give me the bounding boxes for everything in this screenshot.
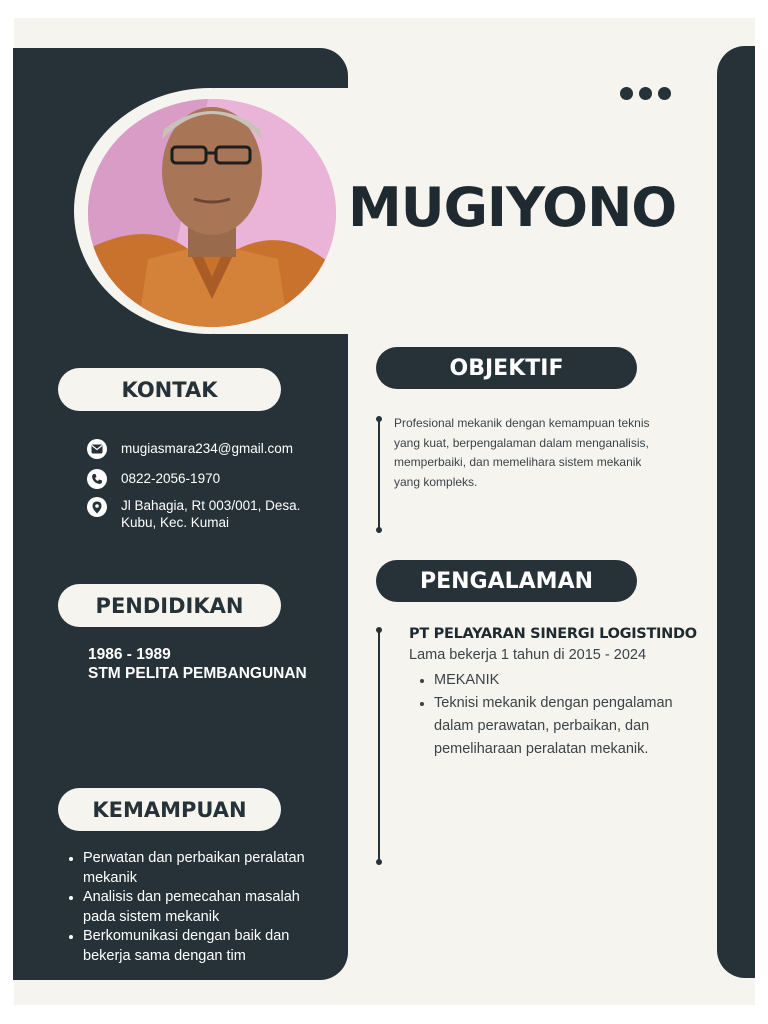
- contact-email: [87, 439, 293, 459]
- address-text: [121, 497, 300, 531]
- education-entry: [88, 645, 307, 683]
- section-title-experience: PENGALAMAN: [376, 560, 637, 602]
- phone-icon: [87, 469, 107, 489]
- objective-timeline-line: [378, 419, 380, 530]
- location-pin-icon: [87, 497, 107, 517]
- education-years: 1986 - 1989: [88, 646, 171, 663]
- experience-item: MEKANIK: [418, 669, 708, 692]
- address-line-2: Kubu, Kec. Kumai: [121, 515, 230, 530]
- skill-item: Berkomunikasi dengan baik dan bekerja sama dengan tim: [66, 927, 336, 966]
- section-title-education: PENDIDIKAN: [58, 584, 281, 627]
- email-text: mugiasmara234@gmail.com: [121, 441, 294, 456]
- section-title-objective: OBJEKTIF: [376, 347, 637, 389]
- skill-item: Analisis dan pemecahan masalah pada sistem mekanik: [66, 888, 336, 927]
- contact-phone: [87, 469, 220, 489]
- address-line-1: Jl Bahagia, Rt 003/001, Desa.: [121, 498, 301, 513]
- contact-address: [87, 497, 300, 531]
- experience-duration: Lama bekerja 1 tahun di 2015 - 2024: [409, 647, 647, 663]
- mail-icon: [87, 439, 107, 459]
- more-dots-icon: [620, 87, 671, 100]
- experience-list: [418, 669, 708, 761]
- experience-timeline-line: [378, 630, 380, 862]
- skill-item: Perwatan dan perbaikan peralatan mekanik: [66, 849, 336, 888]
- phone-text: 0822-2056-1970: [121, 471, 221, 486]
- section-title-skills: KEMAMPUAN: [58, 788, 281, 831]
- profile-photo-illustration: [88, 99, 336, 327]
- full-name: MUGIYONO: [348, 176, 677, 239]
- objective-text: Profesional mekanik dengan kemampuan teknis yang kuat, berpengalaman dalam menganalisis, memperbaiki, dan memelihara sistem mekanik yang kompleks.: [394, 416, 650, 489]
- experience-item: Teknisi mekanik dengan pengalaman dalam perawatan, perbaikan, dan pemeliharaan peralatan mekanik.: [418, 692, 708, 761]
- right-decorative-strip: [717, 46, 755, 978]
- skills-list: [66, 849, 336, 966]
- section-title-contact: KONTAK: [58, 368, 281, 411]
- experience-company: PT PELAYARAN SINERGI LOGISTINDO: [409, 626, 697, 642]
- profile-photo: [88, 99, 336, 327]
- education-school: STM PELITA PEMBANGUNAN: [88, 665, 307, 682]
